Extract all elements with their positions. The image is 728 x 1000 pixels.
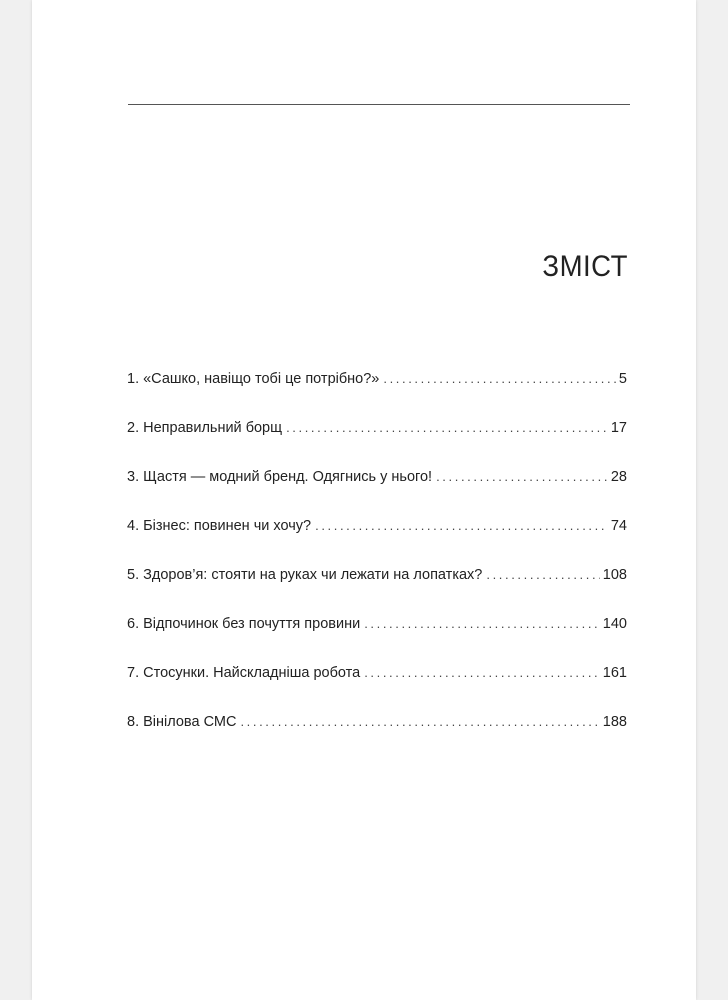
toc-entry-title: 4. Бізнес: повинен чи хочу? — [127, 518, 312, 534]
toc-entry — [127, 518, 627, 567]
toc-entry — [127, 420, 627, 469]
toc-entry-title: 3. Щастя — модний бренд. Одягнись у нього! — [127, 469, 433, 485]
toc-leader-dots — [240, 714, 599, 729]
toc-entry-page: 28 — [610, 469, 627, 485]
toc-entry — [127, 567, 627, 616]
toc-entry-title: 7. Стосунки. Найскладніша робота — [127, 665, 361, 681]
toc-leader-dots — [383, 371, 616, 386]
toc-entry — [127, 714, 627, 763]
toc-leader-dots — [286, 420, 608, 435]
toc-entry-page: 140 — [602, 616, 627, 632]
toc-entry-title: 5. Здоров’я: стояти на руках чи лежати на лопатках? — [127, 567, 483, 583]
toc-entry-page: 17 — [610, 420, 627, 436]
toc-entry-title: 2. Неправильний борщ — [127, 420, 283, 436]
toc-entry — [127, 469, 627, 518]
toc-leader-dots — [436, 469, 608, 484]
toc-entry-title: 8. Вінілова СМС — [127, 714, 237, 730]
toc-entry-page: 108 — [602, 567, 627, 583]
page-title: ЗМІСТ — [542, 250, 628, 283]
toc-leader-dots — [315, 518, 608, 533]
toc-leader-dots — [364, 616, 600, 631]
toc-leader-dots — [364, 665, 600, 680]
toc-entry-title: 6. Відпочинок без почуття провини — [127, 616, 361, 632]
toc-entry-page: 161 — [602, 665, 627, 681]
toc-entry — [127, 616, 627, 665]
toc-entry-title: 1. «Сашко, навіщо тобі це потрібно?» — [127, 371, 380, 387]
toc-entry-page: 74 — [610, 518, 627, 534]
table-of-contents — [127, 371, 627, 763]
toc-entry-page: 188 — [602, 714, 627, 730]
top-rule — [128, 104, 630, 105]
toc-entry-page: 5 — [618, 371, 627, 387]
toc-leader-dots — [486, 567, 599, 582]
toc-entry — [127, 665, 627, 714]
book-page — [32, 0, 696, 1000]
toc-entry — [127, 371, 627, 420]
